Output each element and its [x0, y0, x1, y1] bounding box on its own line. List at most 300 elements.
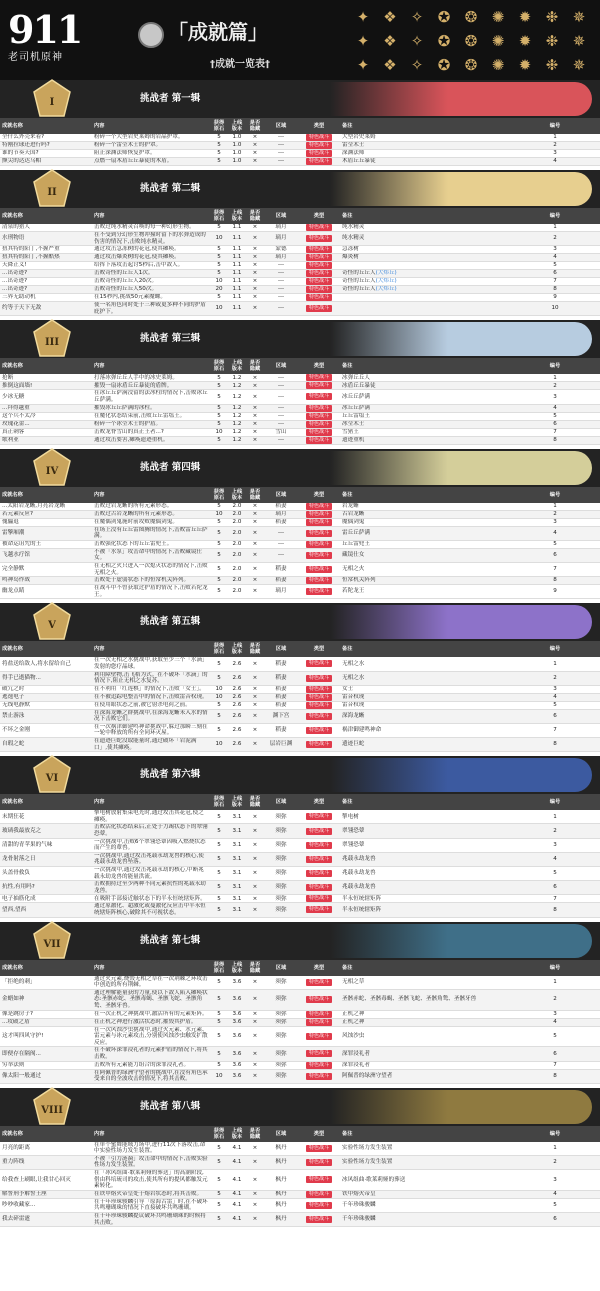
- primogem-reward: 10: [210, 302, 228, 316]
- note-cell: 雪猪王: [340, 428, 510, 436]
- note-cell: 无相之水: [340, 657, 510, 671]
- achievement-name: 头盖骨救负: [0, 867, 92, 881]
- version: 2.6: [228, 657, 246, 671]
- achievement-name: 金蜡如神: [0, 989, 92, 1010]
- section-banner: [0, 922, 600, 960]
- region: 稻妻: [264, 723, 298, 737]
- primogem-reward: 10: [210, 510, 228, 518]
- achievement-name: 龙骨射落之日: [0, 852, 92, 866]
- note-cell: 正机之神: [340, 1018, 510, 1026]
- serial-number: 4: [510, 693, 600, 701]
- note-cell: [340, 302, 510, 316]
- achievement-name: 扭其特的阳丁,不握严重: [0, 246, 92, 254]
- table-row: [0, 412, 600, 420]
- type-cell: [298, 1142, 340, 1156]
- primogem-reward: 5: [210, 867, 228, 881]
- serial-number: 5: [510, 867, 600, 881]
- achievement-content: 在深海龙蜥之群挑战中,在深海龙蜥未入水的情况下击败它们。: [92, 709, 210, 723]
- achievement-name: 天降正义!: [0, 262, 92, 270]
- version: 1.2: [228, 436, 246, 444]
- column-header: 是否隐藏: [246, 208, 264, 224]
- section-banner: [0, 1088, 600, 1126]
- serial-number: 1: [510, 976, 600, 990]
- section-art: [330, 605, 592, 639]
- achievement-name: 逃逸电子: [0, 693, 92, 701]
- region: ---: [264, 548, 298, 562]
- note-cell: 无相之草: [340, 976, 510, 990]
- achievement-content: 一次挑战中,通过攻击兆载永劫的核心,中断兆载永劫龙兽的能量洪流。: [92, 867, 210, 881]
- note-cell: 冰风组曲·歌莱莉娅的葬送: [340, 1170, 510, 1191]
- region: 须弥: [264, 810, 298, 824]
- achievement-name: 破冗之时: [0, 685, 92, 693]
- table-row: [0, 142, 600, 150]
- type-cell: [298, 142, 340, 150]
- table-row: [0, 895, 600, 903]
- version: 1.1: [228, 232, 246, 246]
- achievement-content: 在使用眼状态之前,被它射杀电荷之前。: [92, 701, 210, 709]
- table-row: [0, 671, 600, 685]
- region: 枫丹: [264, 1190, 298, 1198]
- achievement-content: 在不破坏深罪浸礼者的元素护盾的情况下,将其击败。: [92, 1047, 210, 1061]
- column-header: 上线版本: [228, 794, 246, 810]
- version: 1.1: [228, 278, 246, 286]
- primogem-reward: 5: [210, 158, 228, 166]
- achievement-name: 鸣神岛作战: [0, 577, 92, 585]
- region: ---: [264, 420, 298, 428]
- serial-number: 7: [510, 895, 600, 903]
- primogem-reward: 5: [210, 585, 228, 599]
- type-cell: [298, 701, 340, 709]
- type-cell: [298, 262, 340, 270]
- note-cell: 兆载永劫龙兽: [340, 867, 510, 881]
- achievement-content: 掣电树放射集束电光时,通过攻击其花冠,使之瘫痪。: [92, 810, 210, 824]
- primogem-reward: 10: [210, 685, 228, 693]
- note-cell: 无相之火: [340, 562, 510, 576]
- section-title: 挑战者 第三辑: [140, 333, 201, 345]
- note-cell: 风蚀沙虫: [340, 1026, 510, 1047]
- hidden-flag: ×: [246, 693, 264, 701]
- achievement-badge-icon: ✺: [491, 7, 505, 26]
- column-header: 备注: [340, 641, 510, 657]
- version: 3.6: [228, 976, 246, 990]
- achievement-name: 望西,望西: [0, 903, 92, 917]
- serial-number: 6: [510, 1047, 600, 1061]
- site-logo: [8, 8, 84, 72]
- version: 3.1: [228, 881, 246, 895]
- type-badge: 特色战斗: [306, 1176, 332, 1183]
- type-cell: [298, 412, 340, 420]
- table-row: [0, 420, 600, 428]
- achievement-name: 末期狂花: [0, 810, 92, 824]
- table-row: [0, 838, 600, 852]
- type-badge: 特色战斗: [306, 856, 332, 863]
- achievement-content: 击败活化状态结束后,正处于力竭状态下的翠翎恐蕈。: [92, 824, 210, 838]
- region: 须弥: [264, 824, 298, 838]
- region: 须弥: [264, 1010, 298, 1018]
- achievement-table: [0, 358, 600, 444]
- note-cell: 铁甲熔火帝皇: [340, 1190, 510, 1198]
- note-cell: 阿佩普的绿洲守望者: [340, 1069, 510, 1083]
- table-row: [0, 903, 600, 917]
- column-header: 内容: [92, 1126, 210, 1142]
- note-cell: 千年珍珠骏麟: [340, 1198, 510, 1212]
- serial-number: 4: [510, 526, 600, 540]
- achievement-badge-icon: ✹: [518, 31, 532, 50]
- serial-number: 3: [510, 390, 600, 404]
- achievement-content: 不被「水泵」攻击命中的情况下,击败藏镜仕女。: [92, 548, 210, 562]
- section-title: 挑战者 第五辑: [140, 616, 201, 628]
- note-cell: 爆炎树: [340, 254, 510, 262]
- serial-number: 8: [510, 1069, 600, 1083]
- primogem-reward: 10: [210, 278, 228, 286]
- achievement-badge-icon: ❉: [545, 7, 559, 26]
- logo-number: 911: [8, 7, 82, 52]
- type-badge: 特色战斗: [306, 382, 332, 389]
- primogem-reward: 20: [210, 286, 228, 294]
- hidden-flag: ×: [246, 548, 264, 562]
- column-header: 成就名称: [0, 118, 92, 134]
- type-cell: [298, 1190, 340, 1198]
- primogem-reward: 5: [210, 1018, 228, 1026]
- type-cell: [298, 723, 340, 737]
- achievement-content: 通过攻击爆炎树的花冠,使其瘫痪。: [92, 254, 210, 262]
- column-header: 上线版本: [228, 487, 246, 503]
- hidden-flag: ×: [246, 1190, 264, 1198]
- type-cell: [298, 976, 340, 990]
- type-cell: [298, 810, 340, 824]
- table-row: [0, 262, 600, 270]
- achievement-content: 在遗迹巨蛇没取能量时,通过破坏「岩泥满口」,使其瘫痪。: [92, 738, 210, 752]
- type-cell: [298, 824, 340, 838]
- type-cell: [298, 158, 340, 166]
- column-header: 类型: [298, 118, 340, 134]
- table-row: [0, 824, 600, 838]
- achievement-content: 摧毁一扇冰盾丘丘暴徒的盾牌。: [92, 382, 210, 390]
- achievement-badge-icon: ✵: [572, 31, 586, 50]
- version: 2.6: [228, 723, 246, 737]
- version: 3.1: [228, 903, 246, 917]
- type-cell: [298, 685, 340, 693]
- type-badge: 特色战斗: [306, 566, 332, 573]
- table-row: [0, 526, 600, 540]
- section-banner: [0, 449, 600, 487]
- primogem-reward: 5: [210, 526, 228, 540]
- version: 1.2: [228, 420, 246, 428]
- serial-number: 3: [510, 1010, 600, 1018]
- table-row: [0, 224, 600, 232]
- table-row: [0, 294, 600, 302]
- section-crest-icon: [30, 168, 74, 210]
- version: 3.1: [228, 810, 246, 824]
- column-header: 编号: [510, 794, 600, 810]
- version: 1.0: [228, 150, 246, 158]
- column-header: 是否隐藏: [246, 358, 264, 374]
- type-cell: [298, 518, 340, 526]
- challenger-section: [0, 756, 600, 921]
- note-cell: 兆载永劫龙兽: [340, 881, 510, 895]
- serial-number: 1: [510, 134, 600, 142]
- region: 蒙德: [264, 246, 298, 254]
- serial-number: 2: [510, 382, 600, 390]
- hidden-flag: ×: [246, 1010, 264, 1018]
- column-header: 内容: [92, 358, 210, 374]
- achievement-name: 禁止游泳: [0, 709, 92, 723]
- achievement-table: [0, 118, 600, 166]
- region: ---: [264, 262, 298, 270]
- column-header: 备注: [340, 118, 510, 134]
- version: 3.6: [228, 1018, 246, 1026]
- section-title: 挑战者 第一辑: [140, 93, 201, 104]
- hidden-flag: ×: [246, 709, 264, 723]
- region: 枫丹: [264, 1213, 298, 1227]
- type-cell: [298, 548, 340, 562]
- achievement-badge-grid: [352, 6, 592, 76]
- achievement-content: 打落冰弹丘丘人手中的冰史莱姆。: [92, 374, 210, 382]
- type-cell: [298, 1069, 340, 1083]
- hidden-flag: ×: [246, 270, 264, 278]
- achievement-badge-icon: ❉: [545, 55, 559, 74]
- note-cell: 雷莹术士: [340, 142, 510, 150]
- type-badge: 特色战斗: [306, 906, 332, 913]
- region: ---: [264, 382, 298, 390]
- note-cell: 急冻树: [340, 246, 510, 254]
- type-cell: [298, 585, 340, 599]
- region: 须弥: [264, 903, 298, 917]
- hidden-flag: ×: [246, 976, 264, 990]
- column-header: 上线版本: [228, 1126, 246, 1142]
- note-cell: 纯水精灵: [340, 224, 510, 232]
- page-title: 「成就篇」: [168, 20, 268, 44]
- achievement-content: 击败强化状态下的丘丘雷兜王。: [92, 540, 210, 548]
- region: ---: [264, 302, 298, 316]
- achievement-content: 摧毁冰丘丘萨满的冰柱。: [92, 404, 210, 412]
- note-cell: 千年珍珠骏麟: [340, 1213, 510, 1227]
- note-cell: 恒常机关阵列: [340, 577, 510, 585]
- version: 1.1: [228, 246, 246, 254]
- type-badge: 特色战斗: [306, 828, 332, 835]
- region: 璃月: [264, 585, 298, 599]
- version: 3.6: [228, 1010, 246, 1018]
- region: 须弥: [264, 852, 298, 866]
- table-row: [0, 1018, 600, 1026]
- note-cell: 奇怪的丘丘人(大炜丘): [340, 278, 510, 286]
- note-highlight: (大炜丘): [375, 286, 397, 293]
- achievement-name: 推倒这面墙!: [0, 382, 92, 390]
- table-row: [0, 254, 600, 262]
- achievement-badge-icon: ✧: [410, 7, 424, 26]
- type-cell: [298, 738, 340, 752]
- version: 4.1: [228, 1213, 246, 1227]
- type-badge: 特色战斗: [306, 979, 332, 986]
- table-row: [0, 404, 600, 412]
- table-row: [0, 657, 600, 671]
- hidden-flag: ×: [246, 134, 264, 142]
- hidden-flag: ×: [246, 518, 264, 526]
- achievement-content: 在单个蜜舞能域力场中,进行11次下落攻击,命中实验性场力发生装置。: [92, 1142, 210, 1156]
- primogem-reward: 10: [210, 1069, 228, 1083]
- achievement-name: 像太阳一般通过: [0, 1069, 92, 1083]
- table-row: [0, 701, 600, 709]
- serial-number: 4: [510, 852, 600, 866]
- challenger-section: [0, 320, 600, 448]
- svg-text:VI: VI: [45, 773, 59, 785]
- column-header: 获得原石: [210, 960, 228, 976]
- serial-number: 3: [510, 246, 600, 254]
- column-header: 是否隐藏: [246, 794, 264, 810]
- region: 须弥: [264, 1047, 298, 1061]
- type-cell: [298, 390, 340, 404]
- achievement-name: 像是跳房子?: [0, 1010, 92, 1018]
- version: 2.0: [228, 562, 246, 576]
- serial-number: 6: [510, 881, 600, 895]
- primogem-reward: 5: [210, 1010, 228, 1018]
- table-row: [0, 1190, 600, 1198]
- page-header: [0, 0, 600, 80]
- section-crest-icon: [30, 1086, 74, 1128]
- table-row: [0, 1198, 600, 1212]
- svg-text:I: I: [49, 97, 55, 108]
- serial-number: 3: [510, 518, 600, 526]
- challenger-section: [0, 80, 600, 170]
- hidden-flag: ×: [246, 150, 264, 158]
- type-cell: [298, 895, 340, 903]
- achievement-name: 清泉的猎人: [0, 224, 92, 232]
- region: 稻妻: [264, 701, 298, 709]
- column-header: 区域: [264, 487, 298, 503]
- type-cell: [298, 1010, 340, 1018]
- achievement-name: 穷举法则: [0, 1061, 92, 1069]
- hidden-flag: ×: [246, 585, 264, 599]
- note-cell: 魔偶剑鬼: [340, 518, 510, 526]
- hidden-flag: ×: [246, 503, 264, 511]
- achievement-name: 这个兵不太冷: [0, 412, 92, 420]
- type-badge: 特色战斗: [306, 1159, 332, 1166]
- serial-number: 4: [510, 1018, 600, 1026]
- column-header: 获得原石: [210, 118, 228, 134]
- version: 2.0: [228, 526, 246, 540]
- primogem-reward: 5: [210, 270, 228, 278]
- serial-number: 2: [510, 1155, 600, 1169]
- serial-number: 2: [510, 989, 600, 1010]
- serial-number: 7: [510, 723, 600, 737]
- type-badge: 特色战斗: [306, 393, 332, 400]
- hidden-flag: ×: [246, 428, 264, 436]
- hidden-flag: ×: [246, 1047, 264, 1061]
- section-crest-icon: [30, 447, 74, 489]
- primogem-reward: 5: [210, 134, 228, 142]
- serial-number: 5: [510, 262, 600, 270]
- table-row: [0, 989, 600, 1010]
- serial-number: 8: [510, 738, 600, 752]
- primogem-reward: 5: [210, 976, 228, 990]
- region: 璃月: [264, 254, 298, 262]
- hidden-flag: ×: [246, 390, 264, 404]
- region: ---: [264, 134, 298, 142]
- type-badge: 特色战斗: [306, 374, 332, 381]
- table-row: [0, 585, 600, 599]
- column-header: 备注: [340, 358, 510, 374]
- column-header: 类型: [298, 960, 340, 976]
- svg-text:VII: VII: [43, 938, 61, 950]
- svg-text:II: II: [47, 187, 57, 198]
- achievement-name: 雷擎厢潮: [0, 526, 92, 540]
- serial-number: 5: [510, 540, 600, 548]
- type-cell: [298, 838, 340, 852]
- hidden-flag: ×: [246, 1026, 264, 1047]
- primogem-reward: 10: [210, 428, 228, 436]
- primogem-reward: 5: [210, 390, 228, 404]
- serial-number: 7: [510, 428, 600, 436]
- column-header: 上线版本: [228, 641, 246, 657]
- primogem-reward: 5: [210, 412, 228, 420]
- region: 须弥: [264, 1069, 298, 1083]
- page-subtitle: †成就一览表†: [210, 59, 270, 70]
- hidden-flag: ×: [246, 657, 264, 671]
- type-cell: [298, 503, 340, 511]
- note-cell: 冰丘丘萨满: [340, 404, 510, 412]
- serial-number: 5: [510, 1026, 600, 1047]
- version: 4.1: [228, 1190, 246, 1198]
- serial-number: 1: [510, 657, 600, 671]
- column-header: 类型: [298, 1126, 340, 1142]
- achievement-name: ...出奇迹?: [0, 286, 92, 294]
- achievement-name: 不坏之金刚: [0, 723, 92, 737]
- primogem-reward: 5: [210, 824, 228, 838]
- hidden-flag: ×: [246, 989, 264, 1010]
- serial-number: 9: [510, 585, 600, 599]
- type-badge: 特色战斗: [306, 421, 332, 428]
- table-row: [0, 1047, 600, 1061]
- table-row: [0, 1010, 600, 1018]
- achievement-table: [0, 960, 600, 1084]
- section-art: [330, 451, 592, 485]
- region: 须弥: [264, 1061, 298, 1069]
- type-badge: 特色战斗: [306, 660, 332, 667]
- achievement-content: 利用障壁物,击飞稻为式。在不破坏「水滴」的情况下,阻止无相之水复苏。: [92, 671, 210, 685]
- achievement-name: 被命运诅咒的王: [0, 540, 92, 548]
- hidden-flag: ×: [246, 224, 264, 232]
- table-row: [0, 1026, 600, 1047]
- achievement-name: 歌利亚: [0, 436, 92, 444]
- type-badge: 特色战斗: [306, 1011, 332, 1018]
- version: 1.0: [228, 142, 246, 150]
- hidden-flag: ×: [246, 254, 264, 262]
- note-cell: 兆载永劫龙兽: [340, 852, 510, 866]
- column-header: 内容: [92, 794, 210, 810]
- primogem-reward: 5: [210, 701, 228, 709]
- achievement-content: 在一次无相之水挑战中,获取至少三个「水滴」发射的您疗晶球。: [92, 657, 210, 671]
- region: 渊下宫: [264, 709, 298, 723]
- table-row: [0, 246, 600, 254]
- achievement-badge-icon: ❖: [383, 31, 397, 50]
- achievement-content: 击败过岩龙蜥的所有元素形态。: [92, 503, 210, 511]
- region: 璃月: [264, 232, 298, 246]
- primogem-reward: 5: [210, 262, 228, 270]
- note-cell: 遗迹重机: [340, 436, 510, 444]
- hidden-flag: ×: [246, 404, 264, 412]
- type-cell: [298, 526, 340, 540]
- primogem-reward: 5: [210, 1213, 228, 1227]
- note-cell: 女士: [340, 685, 510, 693]
- serial-number: 2: [510, 824, 600, 838]
- hidden-flag: ×: [246, 671, 264, 685]
- hidden-flag: ×: [246, 374, 264, 382]
- serial-number: 3: [510, 685, 600, 693]
- type-cell: [298, 1213, 340, 1227]
- achievement-content: 在铁甲熔火帝皇处于熔岩状态时,将其击败。: [92, 1190, 210, 1198]
- column-header: 获得原石: [210, 487, 228, 503]
- hidden-flag: ×: [246, 436, 264, 444]
